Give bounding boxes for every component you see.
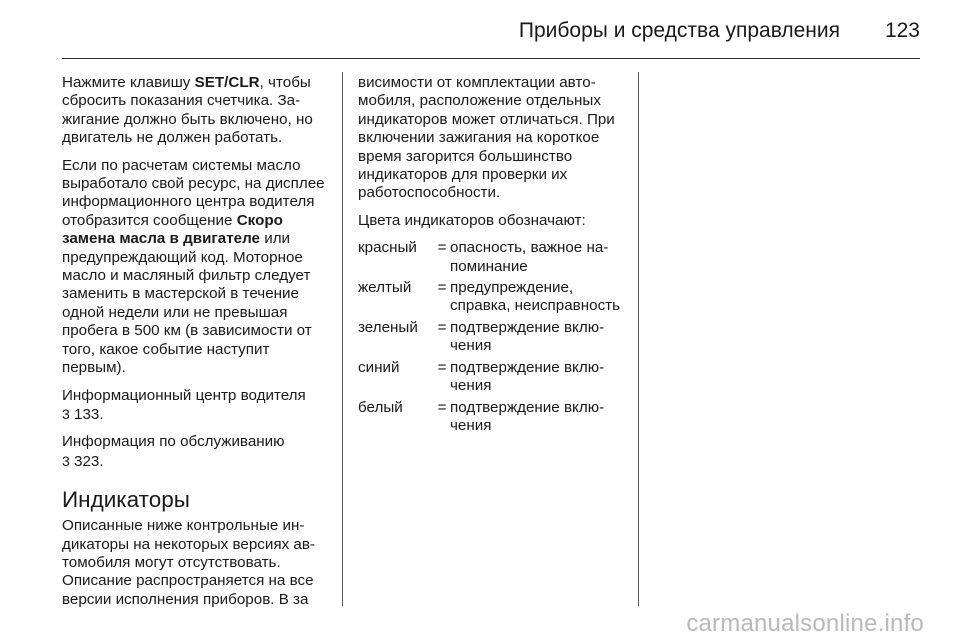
paragraph-indicators-layout: висимости от комплектации автомобиля, расположение отдельных индикаторов может отличаться. При включении зажигания на короткое время загорится большинство индикаторов для проверки их работоспособности. — [358, 74, 615, 202]
paragraph-indicators-intro: Описанные ниже контрольные индикаторы на некоторых версиях автомобиля могут отсутствовать. Описание распространяется на все версии исполнения приборов. В за — [62, 517, 315, 608]
reference-arrow-icon: 3 — [62, 452, 70, 469]
column-divider-left — [342, 72, 343, 606]
table-row: красный = опасность, важное напоминание — [358, 239, 609, 275]
column-divider-right — [638, 72, 639, 606]
page-number: 123 — [884, 19, 920, 42]
display-message: Скоро замена масла в двигателе — [62, 211, 283, 248]
watermark: carmanualsonline.info — [686, 610, 924, 637]
paragraph-colors-intro: Цвета индикаторов обозначают: — [358, 211, 586, 229]
key-label: SET/CLR — [194, 74, 260, 91]
cross-reference-service-info[interactable]: Информация по обслуживанию 3 323. — [62, 433, 285, 470]
page-title: Приборы и средства управления — [518, 19, 840, 42]
indicator-colors-table — [358, 239, 626, 435]
section-heading: Индикаторы — [62, 487, 190, 513]
reference-arrow-icon: 3 — [62, 405, 70, 422]
table-row: синий = подтверждение включения — [358, 358, 605, 395]
page-header — [62, 18, 920, 59]
paragraph-oil-service: Если по расчетам системы масло выработало свой ресурс, на дисплее информационного центра водителя отобразится сообщение Скоро замена масла в двигателе или предупреждающий код. Моторное масло и масляный фильтр следует заменить в мастерской в течение одной недели или не превышая пробега в 500 км (в зависимости от того, какое событие наступит первым). — [62, 156, 325, 377]
paragraph-reset-counter: Нажмите клавишу SET/CLR, чтобы сбросить показания счетчика. Зажигание должно быть включено, но двигатель не должен работать. — [62, 74, 313, 147]
table-row: зеленый = подтверждение включения — [358, 318, 605, 355]
table-row: белый = подтверждение включения — [358, 398, 605, 434]
table-row: желтый = предупреждение, справка, неисправность — [358, 279, 621, 315]
text-column-2 — [358, 74, 626, 438]
cross-reference-driver-info[interactable]: Информационный центр водителя 3 133. — [62, 386, 306, 423]
text-column-1 — [62, 74, 330, 618]
